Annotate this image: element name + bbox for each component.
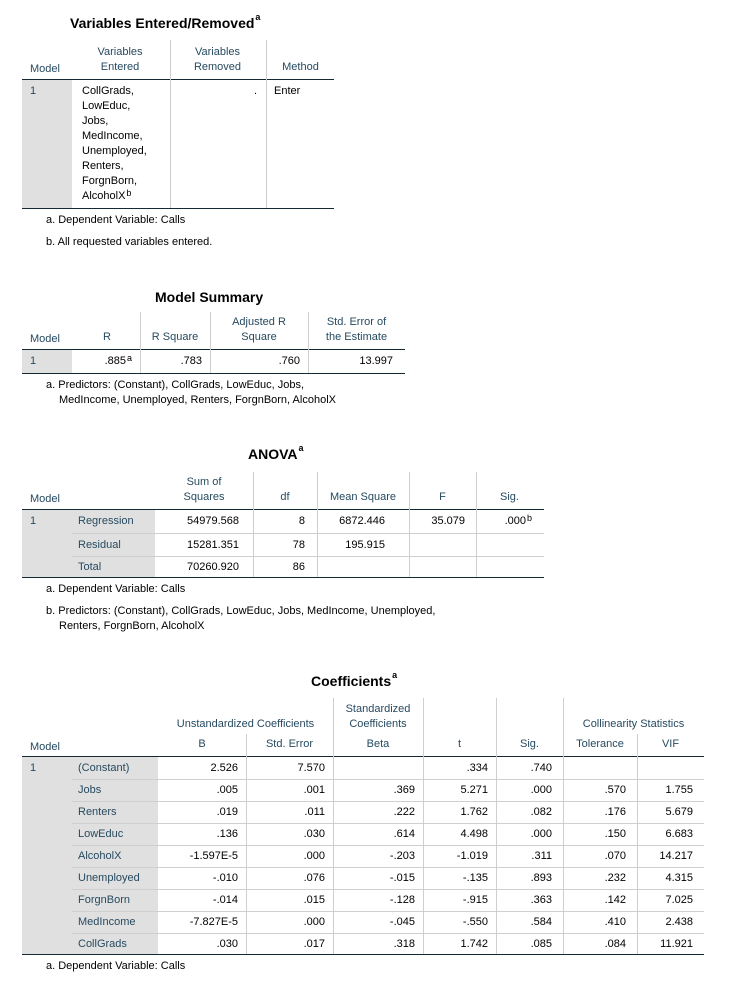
value-beta: -.045	[389, 916, 415, 928]
value-vif: 11.921	[660, 938, 693, 950]
value-tolerance: .150	[604, 828, 626, 840]
header-df: df	[280, 491, 290, 503]
value-sig: .085	[530, 938, 552, 950]
value-t: .334	[466, 762, 488, 774]
header-std-err-2: the Estimate	[325, 331, 388, 343]
value-tolerance: .232	[604, 872, 626, 884]
header-ms: Mean Square	[329, 491, 397, 503]
value-adj-r: .760	[278, 355, 300, 367]
row-divider	[72, 533, 544, 534]
entered-var: MedIncome,	[82, 130, 143, 142]
entered-var: LowEduc,	[82, 100, 131, 112]
value-sig: .584	[530, 916, 552, 928]
value-se: .000	[303, 916, 325, 928]
header-f: F	[439, 491, 446, 503]
header-entered-1: Variables	[97, 46, 143, 58]
value-t: 1.742	[460, 938, 488, 950]
value-tolerance: .570	[604, 784, 626, 796]
row-divider	[72, 911, 704, 912]
header-collin: Collinearity Statistics	[582, 718, 685, 730]
row-label: Unemployed	[78, 872, 140, 884]
value-tolerance: .070	[604, 850, 626, 862]
value-t: 4.498	[460, 828, 488, 840]
row-label: Regression	[78, 515, 134, 527]
row-label: LowEduc	[78, 828, 124, 840]
footnote-a: a. Dependent Variable: Calls	[46, 583, 186, 595]
table-bottom-rule	[22, 373, 405, 374]
header-t: t	[457, 738, 462, 750]
value-beta: .318	[393, 938, 415, 950]
value-t: -1.019	[456, 850, 488, 862]
value-std-err: 13.997	[359, 355, 393, 367]
row-divider	[72, 779, 704, 780]
entered-var: AlcoholX$^b$	[82, 188, 132, 202]
header-model: Model	[30, 333, 60, 345]
value-ss: 54979.568	[187, 515, 239, 527]
header-tolerance: Tolerance	[576, 738, 624, 750]
table-bottom-rule	[22, 577, 544, 578]
value-beta: -.015	[389, 872, 415, 884]
value-df: 86	[292, 561, 305, 573]
value-b: .005	[216, 784, 238, 796]
value-se: 7.570	[297, 762, 325, 774]
table-bottom-rule	[22, 954, 704, 955]
footnote-b-1: b. Predictors: (Constant), CollGrads, LowEduc, Jobs, MedIncome, Unemployed,	[46, 605, 436, 617]
coefficients-title: Coefficients$^a$	[311, 670, 398, 689]
value-sig: .363	[530, 894, 552, 906]
entered-var: Renters,	[82, 160, 124, 172]
value-df: 78	[292, 539, 305, 551]
header-se: Std. Error	[265, 738, 314, 750]
footnote-a: a. Dependent Variable: Calls	[46, 960, 186, 972]
value-beta: .222	[393, 806, 415, 818]
row-label-shade	[22, 80, 72, 208]
value-se: .001	[303, 784, 325, 796]
entered-var: CollGrads,	[82, 85, 134, 97]
value-se: .015	[303, 894, 325, 906]
header-std-1: Standardized	[345, 703, 411, 715]
entered-var: Jobs,	[82, 115, 109, 127]
removed-value: .	[253, 85, 257, 97]
value-t: -.135	[462, 872, 488, 884]
anova-title: ANOVA$^a$	[248, 443, 304, 462]
value-t: 5.271	[460, 784, 488, 796]
value-f: 35.079	[431, 515, 465, 527]
row-divider	[72, 801, 704, 802]
row-model: 1	[30, 515, 37, 527]
header-removed-2: Removed	[193, 61, 242, 73]
value-tolerance: .084	[604, 938, 626, 950]
value-t: 1.762	[460, 806, 488, 818]
value-se: .076	[303, 872, 325, 884]
divider	[170, 40, 171, 208]
header-model: Model	[30, 493, 60, 505]
row-model: 1	[30, 762, 37, 774]
value-ms: 195.915	[345, 539, 385, 551]
value-sig: .082	[530, 806, 552, 818]
row-label: Total	[78, 561, 102, 573]
footnote-a-2: MedIncome, Unemployed, Renters, ForgnBorn, AlcoholX	[59, 394, 336, 406]
header-entered-2: Entered	[100, 61, 140, 73]
value-r: .885$^a$	[104, 353, 132, 367]
value-se: .030	[303, 828, 325, 840]
header-std-err-1: Std. Error of	[326, 316, 387, 328]
entered-var: ForgnBorn,	[82, 175, 138, 187]
header-model: Model	[30, 63, 60, 75]
value-vif: 2.438	[665, 916, 693, 928]
header-vif: VIF	[661, 738, 680, 750]
row-divider	[72, 823, 704, 824]
method-value: Enter	[274, 85, 301, 97]
value-vif: 5.679	[665, 806, 693, 818]
header-rule	[22, 349, 405, 350]
footnote-b: b. All requested variables entered.	[46, 236, 213, 248]
row-label: Renters	[78, 806, 117, 818]
value-se: .000	[303, 850, 325, 862]
row-divider	[72, 867, 704, 868]
value-b: .136	[216, 828, 238, 840]
row-label: MedIncome	[78, 916, 136, 928]
header-r: R	[103, 331, 111, 343]
divider	[266, 40, 267, 208]
header-unstd: Unstandardized Coefficients	[176, 718, 315, 730]
row-label: CollGrads	[78, 938, 127, 950]
value-vif: 6.683	[665, 828, 693, 840]
table-bottom-rule	[22, 208, 334, 209]
value-r-square: .783	[180, 355, 202, 367]
row-label: Jobs	[78, 784, 102, 796]
header-r-square: R Square	[151, 331, 199, 343]
header-adj-r-2: Square	[241, 331, 277, 343]
header-b: B	[198, 738, 206, 750]
value-beta: .614	[393, 828, 415, 840]
value-t: -.915	[462, 894, 488, 906]
row-label: (Constant)	[78, 762, 130, 774]
header-adj-r-1: Adjusted R	[232, 316, 286, 328]
value-se: .017	[303, 938, 325, 950]
row-label: AlcoholX	[78, 850, 122, 862]
row-label: ForgnBorn	[78, 894, 130, 906]
value-df: 8	[298, 515, 305, 527]
value-beta: -.128	[389, 894, 415, 906]
value-tolerance: .176	[604, 806, 626, 818]
row-divider	[72, 889, 704, 890]
value-ms: 6872.446	[339, 515, 385, 527]
entered-var: Unemployed,	[82, 145, 147, 157]
header-model: Model	[30, 741, 60, 753]
value-b: .019	[216, 806, 238, 818]
footnote-a-1: a. Predictors: (Constant), CollGrads, LowEduc, Jobs,	[46, 379, 304, 391]
value-sig: .311	[531, 850, 552, 862]
row-model: 1	[30, 85, 37, 97]
header-ss-2: Squares	[183, 491, 225, 503]
value-sig: .000	[530, 828, 552, 840]
footnote-a: a. Dependent Variable: Calls	[46, 214, 186, 226]
row-label: Residual	[78, 539, 121, 551]
value-sig: .000$^b$	[504, 513, 532, 527]
row-divider	[72, 845, 704, 846]
value-beta: .369	[393, 784, 415, 796]
value-b: 2.526	[210, 762, 238, 774]
header-sig: Sig.	[500, 491, 519, 503]
value-b: -.014	[212, 894, 238, 906]
value-beta: -.203	[389, 850, 415, 862]
row-divider	[72, 556, 544, 557]
value-tolerance: .142	[604, 894, 626, 906]
header-ss-1: Sum of	[186, 476, 222, 488]
header-beta: Beta	[366, 738, 390, 750]
value-vif: 1.755	[665, 784, 693, 796]
value-sig: .000	[530, 784, 552, 796]
value-vif: 4.315	[665, 872, 693, 884]
header-method: Method	[282, 61, 319, 73]
row-model: 1	[30, 355, 37, 367]
value-t: -.550	[462, 916, 488, 928]
model-summary-title: Model Summary	[155, 289, 264, 305]
variables-entered-title: Variables Entered/Removed$^a$	[70, 12, 261, 31]
value-sig: .740	[530, 762, 552, 774]
value-vif: 14.217	[659, 850, 693, 862]
value-b: .030	[216, 938, 238, 950]
value-b: -.010	[212, 872, 238, 884]
value-ss: 15281.351	[187, 539, 239, 551]
header-sig: Sig.	[520, 738, 539, 750]
value-vif: 7.025	[665, 894, 693, 906]
value-se: .011	[304, 806, 325, 818]
value-b: -1.597E-5	[189, 850, 238, 862]
value-ss: 70260.920	[187, 561, 239, 573]
header-removed-1: Variables	[194, 46, 241, 58]
header-std-2: Coefficients	[349, 718, 407, 730]
value-tolerance: .410	[604, 916, 626, 928]
row-divider	[72, 933, 704, 934]
value-sig: .893	[530, 872, 552, 884]
value-b: -7.827E-5	[189, 916, 238, 928]
footnote-b-2: Renters, ForgnBorn, AlcoholX	[59, 620, 205, 632]
